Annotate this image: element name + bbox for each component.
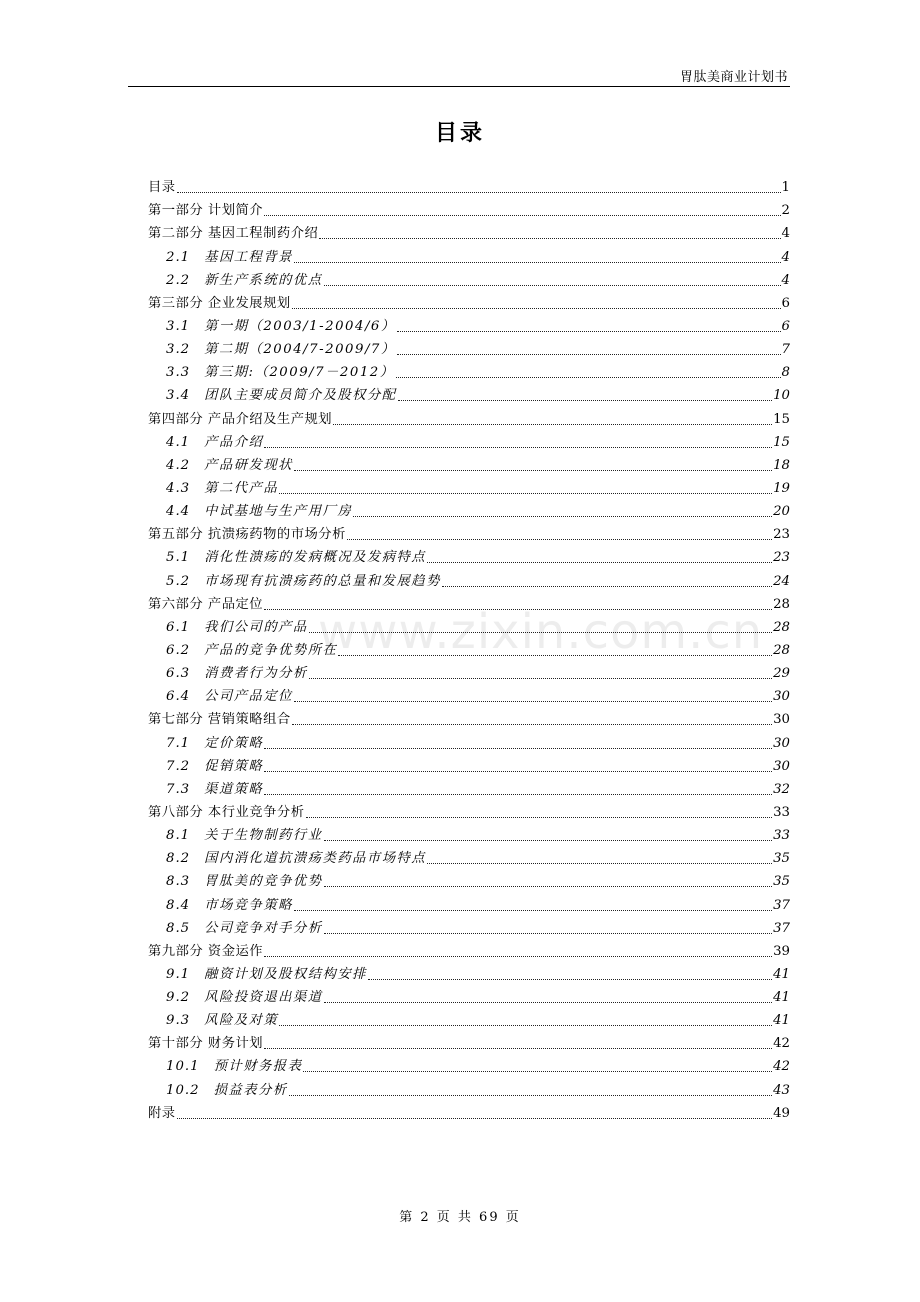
toc-entry-page: 30 — [773, 689, 790, 705]
toc-entry-page: 30 — [773, 758, 790, 774]
toc-entry-label: 第六部分 产品定位 — [148, 596, 264, 612]
toc-entry-number: 10.2 — [166, 1082, 200, 1098]
toc-entry-page: 41 — [773, 966, 790, 982]
dot-leader — [264, 1038, 772, 1049]
table-of-contents — [148, 173, 790, 1122]
dot-leader — [294, 691, 772, 702]
toc-entry-label: 市场现有抗溃疡药的总量和发展趋势 — [204, 573, 441, 589]
toc-entry-number: 6.2 — [166, 642, 191, 658]
toc-entry-label: 消费者行为分析 — [204, 666, 308, 682]
dot-leader — [309, 668, 772, 679]
toc-entry-label: 第三部分 企业发展规划 — [148, 295, 291, 311]
toc-entry[interactable] — [148, 1075, 790, 1098]
toc-entry-page: 4 — [781, 272, 790, 288]
toc-entry-page: 18 — [773, 457, 790, 473]
toc-entry-label: 产品的竞争优势所在 — [204, 642, 338, 658]
toc-entry-label: 第四部分 产品介绍及生产规划 — [148, 411, 333, 427]
dot-leader — [324, 876, 773, 887]
toc-entry-page: 15 — [773, 411, 790, 427]
toc-entry-label: 第三期:（2009/7－2012） — [204, 365, 395, 381]
toc-entry-number: 4.4 — [166, 504, 191, 520]
toc-entry-number: 8.4 — [166, 897, 191, 913]
toc-entry-number: 10.1 — [166, 1059, 200, 1075]
page-header — [128, 64, 790, 87]
toc-entry[interactable] — [148, 266, 790, 289]
toc-entry-label: 定价策略 — [204, 735, 264, 751]
toc-entry-label: 公司竞争对手分析 — [204, 920, 323, 936]
toc-entry-label: 第二期（2004/7-2009/7） — [204, 342, 396, 358]
toc-entry-page: 10 — [773, 388, 790, 404]
toc-entry-number: 3.4 — [166, 388, 191, 404]
toc-entry-number: 2.2 — [166, 272, 191, 288]
toc-entry-page: 43 — [773, 1082, 790, 1098]
toc-entry[interactable] — [148, 821, 790, 844]
dot-leader — [292, 298, 781, 309]
dot-leader — [264, 738, 772, 749]
dot-leader — [279, 1015, 772, 1026]
dot-leader — [264, 205, 780, 216]
toc-entry[interactable] — [148, 242, 790, 265]
dot-leader — [324, 275, 781, 286]
toc-entry-label: 第二代产品 — [204, 480, 279, 496]
toc-entry-label: 市场竞争策略 — [204, 897, 293, 913]
toc-entry-page: 4 — [781, 226, 790, 242]
dot-leader — [338, 645, 772, 656]
toc-entry[interactable] — [148, 983, 790, 1006]
toc-entry-number: 7.2 — [166, 758, 191, 774]
toc-entry[interactable] — [148, 404, 790, 427]
dot-leader — [442, 576, 772, 587]
toc-entry[interactable] — [148, 867, 790, 890]
toc-entry-page: 19 — [773, 480, 790, 496]
toc-entry-page: 7 — [781, 342, 790, 358]
toc-entry[interactable] — [148, 890, 790, 913]
toc-entry-label: 第十部分 财务计划 — [148, 1036, 264, 1052]
toc-entry-label: 预计财务报表 — [213, 1059, 303, 1075]
toc-entry[interactable] — [148, 219, 790, 242]
dot-leader — [319, 228, 780, 239]
dot-leader — [427, 552, 772, 563]
toc-entry-page: 2 — [781, 203, 790, 219]
toc-entry[interactable] — [148, 960, 790, 983]
toc-entry-label: 公司产品定位 — [204, 689, 293, 705]
dot-leader — [264, 946, 772, 957]
toc-entry-number: 3.1 — [166, 318, 191, 334]
toc-entry[interactable] — [148, 798, 790, 821]
toc-entry-label: 风险及对策 — [204, 1013, 279, 1029]
dot-leader — [324, 830, 773, 841]
toc-entry-page: 23 — [773, 527, 790, 543]
dot-leader — [353, 506, 772, 517]
toc-entry[interactable] — [148, 705, 790, 728]
toc-entry-label: 第七部分 营销策略组合 — [148, 712, 291, 728]
toc-entry[interactable] — [148, 428, 790, 451]
toc-entry-label: 胃肽美的竞争优势 — [204, 874, 323, 890]
toc-entry-number: 8.2 — [166, 851, 191, 867]
dot-leader — [397, 344, 781, 355]
toc-entry-number: 6.1 — [166, 619, 191, 635]
toc-entry-label: 第五部分 抗溃疡药物的市场分析 — [148, 527, 346, 543]
toc-entry-page: 28 — [773, 619, 790, 635]
toc-entry[interactable] — [148, 289, 790, 312]
toc-entry-label: 损益表分析 — [213, 1082, 288, 1098]
toc-entry[interactable] — [148, 728, 790, 751]
toc-entry-page: 28 — [773, 596, 790, 612]
toc-entry-page: 1 — [781, 180, 790, 196]
toc-entry-number: 9.3 — [166, 1013, 191, 1029]
toc-entry-label: 基因工程背景 — [204, 249, 293, 265]
toc-entry-page: 49 — [773, 1105, 790, 1121]
toc-entry-number: 2.1 — [166, 249, 191, 265]
toc-entry-page: 24 — [773, 573, 790, 589]
toc-entry[interactable] — [148, 312, 790, 335]
toc-entry[interactable] — [148, 497, 790, 520]
toc-entry[interactable] — [148, 451, 790, 474]
toc-entry-number: 5.2 — [166, 573, 191, 589]
toc-entry-number: 3.2 — [166, 342, 191, 358]
dot-leader — [289, 1085, 772, 1096]
toc-entry-number: 6.4 — [166, 689, 191, 705]
toc-entry[interactable] — [148, 543, 790, 566]
toc-entry-page: 33 — [773, 804, 790, 820]
toc-entry[interactable] — [148, 914, 790, 937]
dot-leader — [324, 923, 773, 934]
toc-entry-label: 渠道策略 — [204, 781, 264, 797]
dot-leader — [264, 599, 772, 610]
toc-entry[interactable] — [148, 335, 790, 358]
toc-entry-number: 8.3 — [166, 874, 191, 890]
toc-entry[interactable] — [148, 1052, 790, 1075]
toc-entry-label: 第八部分 本行业竞争分析 — [148, 804, 305, 820]
toc-entry-number: 7.3 — [166, 781, 191, 797]
toc-entry[interactable] — [148, 566, 790, 589]
toc-entry[interactable] — [148, 381, 790, 404]
toc-entry-page: 30 — [773, 735, 790, 751]
dot-leader — [324, 992, 773, 1003]
page-footer: 第 2 页 共 69 页 — [399, 1210, 521, 1225]
toc-entry-page: 35 — [773, 851, 790, 867]
toc-entry-number: 8.5 — [166, 920, 191, 936]
toc-entry[interactable] — [148, 358, 790, 381]
toc-entry-label: 消化性溃疡的发病概况及发病特点 — [204, 550, 427, 566]
toc-entry-label: 产品研发现状 — [204, 457, 293, 473]
toc-entry-label: 风险投资退出渠道 — [204, 990, 323, 1006]
toc-entry-page: 33 — [773, 828, 790, 844]
toc-entry-label: 我们公司的产品 — [204, 619, 308, 635]
watermark: www.zixin.com.cn — [318, 604, 764, 660]
toc-entry[interactable] — [148, 937, 790, 960]
dot-leader — [177, 182, 781, 193]
toc-entry-label: 关于生物制药行业 — [204, 828, 323, 844]
toc-entry-page: 6 — [781, 295, 790, 311]
dot-leader — [397, 321, 781, 332]
toc-entry-page: 37 — [773, 897, 790, 913]
dot-leader — [264, 784, 772, 795]
toc-entry-label: 第九部分 资金运作 — [148, 943, 264, 959]
dot-leader — [294, 900, 772, 911]
toc-entry-label: 第一期（2003/1-2004/6） — [204, 318, 396, 334]
toc-entry-number: 4.2 — [166, 457, 191, 473]
toc-entry-number: 7.1 — [166, 735, 191, 751]
toc-entry-page: 39 — [773, 943, 790, 959]
dot-leader — [368, 969, 772, 980]
toc-entry[interactable] — [148, 1006, 790, 1029]
toc-entry[interactable] — [148, 752, 790, 775]
toc-entry-page: 4 — [781, 249, 790, 265]
dot-leader — [333, 414, 772, 425]
toc-entry-label: 国内消化道抗溃疡类药品市场特点 — [204, 851, 427, 867]
toc-entry-label: 产品介绍 — [204, 434, 264, 450]
toc-entry[interactable] — [148, 682, 790, 705]
toc-entry-number: 9.2 — [166, 990, 191, 1006]
toc-entry[interactable] — [148, 196, 790, 219]
toc-entry-page: 32 — [773, 781, 790, 797]
toc-entry-page: 35 — [773, 874, 790, 890]
dot-leader — [398, 390, 773, 401]
toc-entry-number: 8.1 — [166, 828, 191, 844]
toc-entry[interactable] — [148, 590, 790, 613]
dot-leader — [396, 367, 781, 378]
dot-leader — [177, 1108, 772, 1119]
toc-entry-label: 新生产系统的优点 — [204, 272, 323, 288]
toc-entry-page: 42 — [773, 1036, 790, 1052]
toc-entry-page: 15 — [773, 434, 790, 450]
dot-leader — [294, 460, 772, 471]
toc-entry-label: 中试基地与生产用厂房 — [204, 504, 353, 520]
toc-entry[interactable] — [148, 1029, 790, 1052]
toc-entry-page: 23 — [773, 550, 790, 566]
toc-entry-label: 融资计划及股权结构安排 — [204, 966, 367, 982]
toc-entry-label: 目录 — [148, 180, 176, 196]
toc-entry-page: 28 — [773, 642, 790, 658]
dot-leader — [279, 483, 772, 494]
toc-entry-page: 8 — [781, 365, 790, 381]
dot-leader — [347, 529, 772, 540]
toc-entry[interactable] — [148, 659, 790, 682]
toc-entry-number: 5.1 — [166, 550, 191, 566]
toc-entry-number: 9.1 — [166, 966, 191, 982]
toc-entry-label: 促销策略 — [204, 758, 264, 774]
toc-entry-number: 4.3 — [166, 480, 191, 496]
toc-entry-page: 37 — [773, 920, 790, 936]
toc-entry-number: 4.1 — [166, 434, 191, 450]
toc-entry-page: 41 — [773, 1013, 790, 1029]
toc-entry-label: 附录 — [148, 1105, 176, 1121]
toc-title: 目录 — [434, 121, 485, 146]
dot-leader — [264, 437, 772, 448]
toc-entry[interactable] — [148, 844, 790, 867]
dot-leader — [306, 807, 773, 818]
toc-entry-label: 第二部分 基因工程制药介绍 — [148, 226, 319, 242]
toc-entry[interactable] — [148, 775, 790, 798]
header-title: 胃肽美商业计划书 — [679, 70, 788, 85]
toc-entry[interactable] — [148, 520, 790, 543]
toc-entry[interactable] — [148, 173, 790, 196]
toc-entry-page: 20 — [773, 504, 790, 520]
dot-leader — [292, 714, 772, 725]
toc-entry-page: 41 — [773, 990, 790, 1006]
toc-entry-page: 30 — [773, 712, 790, 728]
dot-leader — [264, 761, 772, 772]
toc-entry[interactable] — [148, 636, 790, 659]
dot-leader — [303, 1061, 772, 1072]
toc-entry[interactable] — [148, 474, 790, 497]
dot-leader — [427, 853, 772, 864]
toc-entry-number: 6.3 — [166, 666, 191, 682]
toc-entry-page: 42 — [773, 1059, 790, 1075]
toc-entry-label: 第一部分 计划简介 — [148, 203, 264, 219]
toc-entry-page: 6 — [781, 318, 790, 334]
toc-entry-number: 3.3 — [166, 365, 191, 381]
toc-entry-page: 29 — [773, 666, 790, 682]
toc-entry[interactable] — [148, 1099, 790, 1122]
dot-leader — [294, 252, 781, 263]
dot-leader — [309, 622, 772, 633]
toc-entry-label: 团队主要成员简介及股权分配 — [204, 388, 397, 404]
toc-entry[interactable] — [148, 613, 790, 636]
